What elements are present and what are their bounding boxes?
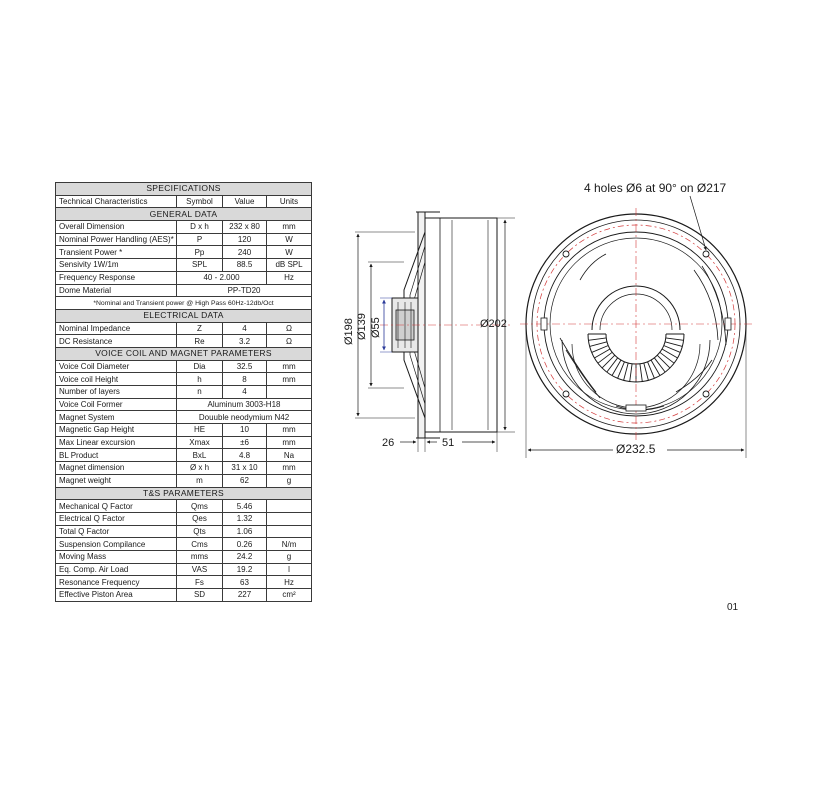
- dim-label-d232: Ø232.5: [616, 442, 656, 456]
- spec-symbol: SD: [177, 589, 223, 602]
- spec-unit: N/m: [267, 538, 312, 551]
- spec-symbol: VAS: [177, 563, 223, 576]
- spec-label: BL Product: [56, 449, 177, 462]
- spec-symbol: mms: [177, 550, 223, 563]
- power-note: *Nominal and Transient power @ High Pass 60Hz-12db/Oct: [56, 297, 312, 310]
- spec-value: 4: [223, 322, 267, 335]
- spec-symbol: Qms: [177, 500, 223, 513]
- spec-unit: mm: [267, 436, 312, 449]
- spec-label: Magnet weight: [56, 474, 177, 487]
- spec-label: Total Q Factor: [56, 525, 177, 538]
- dim-label-d55: Ø55: [370, 317, 382, 338]
- motor-rib: [654, 358, 665, 372]
- section-title: VOICE COIL AND MAGNET PARAMETERS: [56, 347, 312, 360]
- spec-value: 32.5: [223, 360, 267, 373]
- spec-label: Voice Coil Diameter: [56, 360, 177, 373]
- dim-label-26: 26: [382, 437, 395, 449]
- motor-rib: [644, 363, 649, 380]
- spec-merged-value: Douuble neodymium N42: [177, 411, 312, 424]
- spec-label: Voice coil Height: [56, 373, 177, 386]
- motor-rib: [665, 342, 682, 347]
- spec-symbol: HE: [177, 424, 223, 437]
- spec-symbol: Qts: [177, 525, 223, 538]
- section-title: T&S PARAMETERS: [56, 487, 312, 500]
- spec-label: Electrical Q Factor: [56, 512, 177, 525]
- header-symbol: Symbol: [177, 195, 223, 208]
- spec-unit: mm: [267, 360, 312, 373]
- spec-symbol: Pp: [177, 246, 223, 259]
- spec-merged-value: 40 - 2.000: [177, 271, 267, 284]
- spec-unit: Na: [267, 449, 312, 462]
- spec-value: ±6: [223, 436, 267, 449]
- spec-value: 4: [223, 386, 267, 399]
- front-view: [520, 196, 752, 458]
- spec-label: Transient Power *: [56, 246, 177, 259]
- motor-rib: [624, 363, 629, 380]
- spec-unit: mm: [267, 424, 312, 437]
- spec-symbol: Qes: [177, 512, 223, 525]
- spec-value: 63: [223, 576, 267, 589]
- spec-value: 31 x 10: [223, 462, 267, 475]
- motor-rib: [666, 338, 684, 340]
- spec-symbol: Xmax: [177, 436, 223, 449]
- spec-unit: mm: [267, 221, 312, 234]
- spec-label: Suspension Compilance: [56, 538, 177, 551]
- specifications-title: SPECIFICATIONS: [56, 183, 312, 196]
- spec-symbol: P: [177, 233, 223, 246]
- spec-symbol: Dia: [177, 360, 223, 373]
- spec-value: 5.46: [223, 500, 267, 513]
- spec-label: Eq. Comp. Air Load: [56, 563, 177, 576]
- spec-merged-value: Aluminum 3003-H18: [177, 398, 312, 411]
- spec-label: Sensivity 1W/1m: [56, 259, 177, 272]
- dim-label-51: 51: [442, 437, 455, 449]
- spec-unit: W: [267, 246, 312, 259]
- spec-value: 0.26: [223, 538, 267, 551]
- spec-symbol: h: [177, 373, 223, 386]
- spec-symbol: SPL: [177, 259, 223, 272]
- spec-symbol: BxL: [177, 449, 223, 462]
- spec-unit: W: [267, 233, 312, 246]
- spec-label: Resonance Frequency: [56, 576, 177, 589]
- spec-unit: mm: [267, 373, 312, 386]
- motor-rib: [660, 352, 674, 363]
- dim-label-d202: Ø202: [480, 318, 507, 330]
- spec-value: 19.2: [223, 563, 267, 576]
- spec-unit: Hz: [267, 271, 312, 284]
- spec-symbol: m: [177, 474, 223, 487]
- motor-rib: [657, 355, 670, 368]
- holes-note: 4 holes Ø6 at 90° on Ø217: [584, 181, 727, 195]
- motor-rib: [590, 342, 607, 347]
- spec-symbol: Cms: [177, 538, 223, 551]
- spec-value: 1.06: [223, 525, 267, 538]
- spec-value: 8: [223, 373, 267, 386]
- spec-unit: l: [267, 563, 312, 576]
- spec-label: Magnet dimension: [56, 462, 177, 475]
- motor-rib: [602, 355, 615, 368]
- spec-unit: cm²: [267, 589, 312, 602]
- spec-unit: Ω: [267, 322, 312, 335]
- spec-label: Nominal Power Handling (AES)*: [56, 233, 177, 246]
- spec-value: 88.5: [223, 259, 267, 272]
- spec-unit: Hz: [267, 576, 312, 589]
- spec-label: Voice Coil Former: [56, 398, 177, 411]
- spec-label: Mechanical Q Factor: [56, 500, 177, 513]
- motor-rib: [630, 364, 632, 382]
- spec-unit: g: [267, 474, 312, 487]
- spec-value: 24.2: [223, 550, 267, 563]
- section-title: GENERAL DATA: [56, 208, 312, 221]
- motor-rib: [588, 338, 606, 340]
- spec-symbol: Fs: [177, 576, 223, 589]
- spec-label: Max Linear excursion: [56, 436, 177, 449]
- spec-merged-value: PP-TD20: [177, 284, 312, 297]
- spec-label: Effective Piston Area: [56, 589, 177, 602]
- motor-rib: [640, 364, 642, 382]
- spec-unit: Ω: [267, 335, 312, 348]
- spec-value: 232 x 80: [223, 221, 267, 234]
- header-value: Value: [223, 195, 267, 208]
- dim-label-d198: Ø198: [343, 318, 355, 345]
- spec-unit: dB SPL: [267, 259, 312, 272]
- spec-symbol: Z: [177, 322, 223, 335]
- section-title: ELECTRICAL DATA: [56, 309, 312, 322]
- spec-symbol: D x h: [177, 221, 223, 234]
- spec-symbol: n: [177, 386, 223, 399]
- spec-label: Frequency Response: [56, 271, 177, 284]
- front-basket-spokes: [560, 254, 726, 410]
- header-characteristics: Technical Characteristics: [56, 195, 177, 208]
- spec-unit: mm: [267, 462, 312, 475]
- spec-label: Nominal Impedance: [56, 322, 177, 335]
- spec-label: DC Resistance: [56, 335, 177, 348]
- spec-value: 62: [223, 474, 267, 487]
- header-units: Units: [267, 195, 312, 208]
- spec-value: 227: [223, 589, 267, 602]
- spec-label: Magnetic Gap Height: [56, 424, 177, 437]
- spec-value: 120: [223, 233, 267, 246]
- dim-label-d139: Ø139: [356, 313, 368, 340]
- spec-label: Number of layers: [56, 386, 177, 399]
- motor-rib: [607, 358, 618, 372]
- spec-label: Overall Dimension: [56, 221, 177, 234]
- spec-value: 1.32: [223, 512, 267, 525]
- page-number: 01: [727, 602, 739, 613]
- spec-label: Magnet System: [56, 411, 177, 424]
- spec-value: 10: [223, 424, 267, 437]
- spec-symbol: Ø x h: [177, 462, 223, 475]
- spec-value: 240: [223, 246, 267, 259]
- spec-label: Moving Mass: [56, 550, 177, 563]
- spec-unit: g: [267, 550, 312, 563]
- spec-symbol: Re: [177, 335, 223, 348]
- motor-rib: [598, 352, 612, 363]
- front-view-labels: [584, 181, 727, 456]
- spec-value: 3.2: [223, 335, 267, 348]
- spec-label: Dome Material: [56, 284, 177, 297]
- spec-value: 4.8: [223, 449, 267, 462]
